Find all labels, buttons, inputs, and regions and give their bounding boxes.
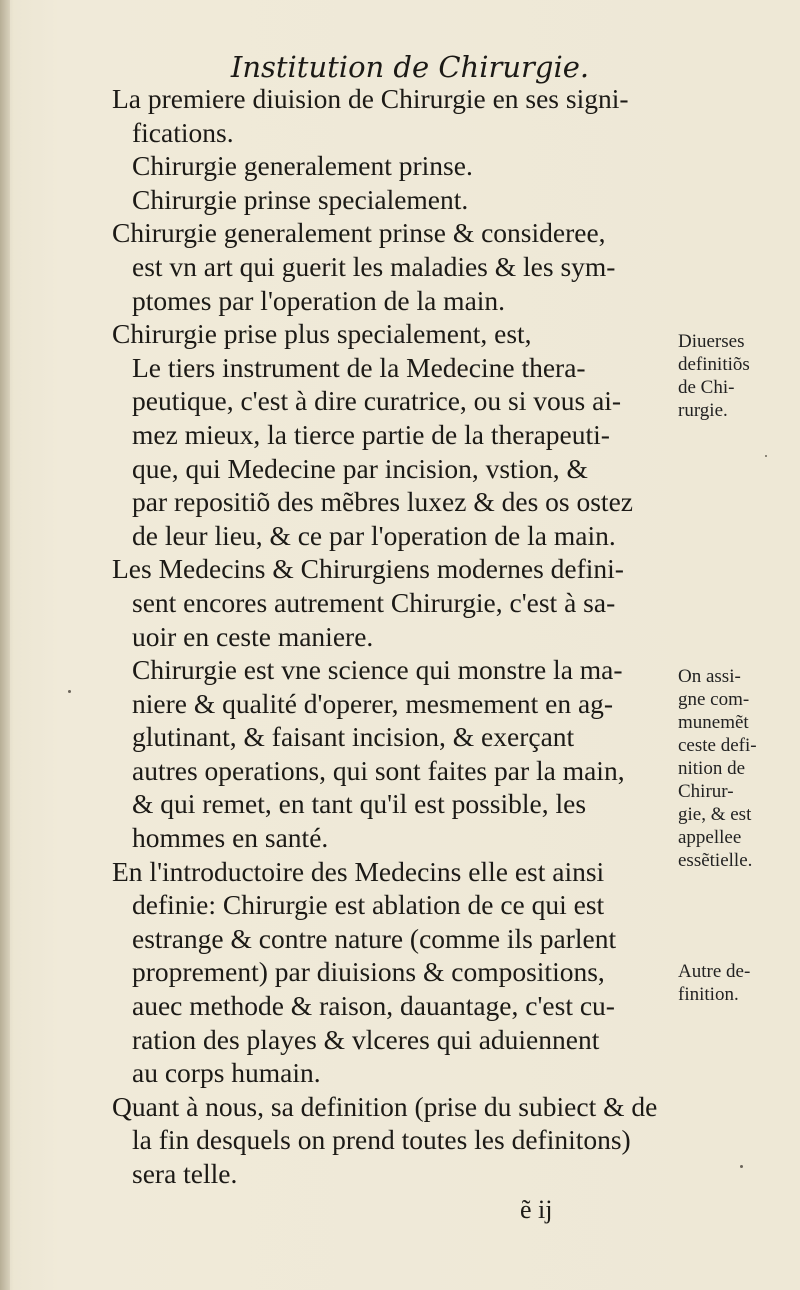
text-line: la fin desquels on prend toutes les definitons) <box>132 1124 631 1156</box>
gloss-line: gie, & est <box>678 804 752 825</box>
gloss-line: essẽtielle. <box>678 850 753 871</box>
text-line: au corps humain. <box>132 1057 321 1089</box>
text-line: ptomes par l'operation de la main. <box>132 284 506 316</box>
paper-speck <box>765 455 767 457</box>
gloss-line: gne com- <box>678 689 750 710</box>
signature-mark: ẽ ij <box>520 1195 553 1224</box>
text-line: auec methode & raison, dauantage, c'est cu- <box>132 990 615 1022</box>
text-line: Chirurgie generalement prinse. <box>132 150 473 182</box>
text-line: que, qui Medecine par incision, vstion, & <box>132 452 588 484</box>
text-line: & qui remet, en tant qu'il est possible, les <box>132 788 587 820</box>
text-line: peutique, c'est à dire curatrice, ou si vous ai- <box>132 385 622 417</box>
text-line: proprement) par diuisions & compositions, <box>132 956 605 988</box>
text-line: fications. <box>132 116 234 148</box>
text-line: autres operations, qui sont faites par la main, <box>132 754 625 786</box>
gloss-line: finition. <box>678 984 739 1005</box>
page-binding-edge <box>0 0 10 1290</box>
gloss-line: appellee <box>678 827 742 848</box>
margin-gloss-common-definition <box>678 665 757 872</box>
running-head: Institution de Chirurgie. <box>230 50 590 84</box>
text-line: sera telle. <box>132 1158 238 1189</box>
gloss-line: definitiõs <box>678 354 750 375</box>
text-line: Chirurgie est vne science qui monstre la ma- <box>132 654 623 686</box>
text-line: Quant à nous, sa definition (prise du subiect & de <box>112 1090 658 1122</box>
gloss-line: rurgie. <box>678 400 728 421</box>
text-line: Chirurgie prise plus specialement, est, <box>112 318 532 350</box>
gloss-line: ceste defi- <box>678 735 757 756</box>
gloss-line: nition de <box>678 758 746 779</box>
paper-speck <box>740 1165 743 1168</box>
text-line: sent encores autrement Chirurgie, c'est à sa- <box>132 586 616 618</box>
gloss-line: de Chi- <box>678 377 735 398</box>
gloss-line: Autre de- <box>678 961 751 982</box>
text-line: Les Medecins & Chirurgiens modernes defini- <box>112 553 624 585</box>
gloss-line: munemẽt <box>678 712 749 733</box>
gloss-line: Chirur- <box>678 781 734 802</box>
margin-gloss-definitions <box>678 330 750 422</box>
text-line: La premiere diuision de Chirurgie en ses signi- <box>112 83 629 114</box>
text-line: uoir en ceste maniere. <box>132 620 374 652</box>
text-line: niere & qualité d'operer, mesmement en ag- <box>132 687 614 719</box>
paper-speck <box>68 690 71 693</box>
text-line: de leur lieu, & ce par l'operation de la main. <box>132 519 616 551</box>
text-line: Chirurgie prinse specialement. <box>132 183 469 215</box>
text-line: est vn art qui guerit les maladies & les sym- <box>132 250 616 282</box>
text-line: hommes en santé. <box>132 822 329 854</box>
text-line: definie: Chirurgie est ablation de ce qui est <box>132 889 605 921</box>
gloss-line: Diuerses <box>678 331 745 352</box>
margin-gloss-other-definition <box>678 960 750 1006</box>
gloss-line: On assi- <box>678 666 741 687</box>
text-line: mez mieux, la tierce partie de la therapeuti- <box>132 418 610 450</box>
text-line: glutinant, & faisant incision, & exerçant <box>132 721 575 753</box>
text-line: En l'introductoire des Medecins elle est ainsi <box>112 855 605 887</box>
text-line: par repositiõ des mẽbres luxez & des os ostez <box>132 486 633 518</box>
text-line: ration des playes & vlceres qui aduiennent <box>132 1023 600 1055</box>
text-line: Chirurgie generalement prinse & consideree, <box>112 217 606 249</box>
body-text <box>112 82 672 1191</box>
text-line: estrange & contre nature (comme ils parlent <box>132 922 617 954</box>
text-line: Le tiers instrument de la Medecine thera- <box>132 351 586 383</box>
